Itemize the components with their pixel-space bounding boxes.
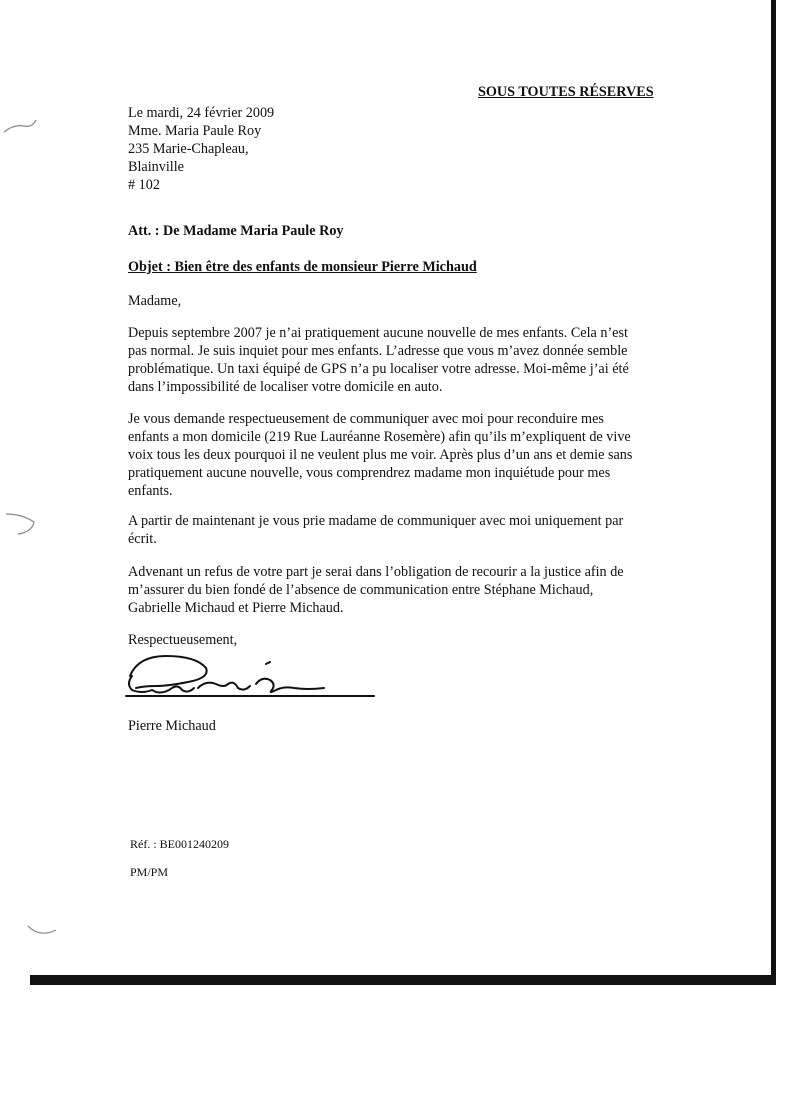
- letter-date: Le mardi, 24 février 2009: [128, 105, 275, 121]
- subject-line: Objet : Bien être des enfants de monsieur Pierre Michaud: [128, 259, 477, 275]
- scan-edge-bottom: [30, 975, 776, 985]
- body-paragraph: [128, 410, 648, 500]
- attention-line: Att. : De Madame Maria Paule Roy: [128, 223, 344, 239]
- paragraph-line: Gabrielle Michaud et Pierre Michaud.: [128, 600, 344, 616]
- recipient-city: Blainville: [128, 159, 184, 175]
- paragraph-line: écrit.: [128, 531, 157, 547]
- recipient-unit: # 102: [128, 177, 160, 193]
- paragraph-line: voix tous les deux pourquoi il ne veulent plus me voir. Après plus d’un ans et demie sans: [128, 447, 633, 463]
- recipient-street: 235 Marie-Chapleau,: [128, 141, 249, 157]
- paragraph-line: Je vous demande respectueusement de communiquer avec moi pour reconduire mes: [128, 411, 604, 427]
- paragraph-line: problématique. Un taxi équipé de GPS n’a pu localiser votre adresse. Moi-même j’ai été: [128, 361, 629, 377]
- handwritten-signature: [118, 650, 388, 705]
- paragraph-line: enfants.: [128, 483, 173, 499]
- reserve-heading: SOUS TOUTES RÉSERVES: [478, 84, 654, 100]
- recipient-name: Mme. Maria Paule Roy: [128, 123, 262, 139]
- body-paragraph: [128, 324, 648, 396]
- paragraph-line: m’assurer du bien fondé de l’absence de communication entre Stéphane Michaud,: [128, 582, 594, 598]
- paragraph-line: Depuis septembre 2007 je n’ai pratiquement aucune nouvelle de mes enfants. Cela n’est: [128, 325, 628, 341]
- reference-number: Réf. : BE001240209: [130, 837, 229, 851]
- signer-name: Pierre Michaud: [128, 718, 216, 734]
- paragraph-line: pas normal. Je suis inquiet pour mes enfants. L’adresse que vous m’avez donnée semble: [128, 343, 628, 359]
- paragraph-line: A partir de maintenant je vous prie madame de communiquer avec moi uniquement par: [128, 513, 624, 529]
- paragraph-line: dans l’impossibilité de localiser votre domicile en auto.: [128, 379, 443, 395]
- punch-hole-mark: [0, 508, 45, 538]
- punch-hole-mark: [0, 918, 60, 948]
- punch-hole-mark: [0, 112, 45, 142]
- salutation: Madame,: [128, 293, 182, 309]
- paragraph-line: pratiquement aucune nouvelle, vous comprendrez madame mon inquiétude pour mes: [128, 465, 611, 481]
- closing: Respectueusement,: [128, 632, 238, 648]
- paragraph-line: Advenant un refus de votre part je serai dans l’obligation de recourir a la justice afin de: [128, 564, 624, 580]
- body-paragraph: [128, 512, 648, 548]
- initials: PM/PM: [130, 865, 169, 879]
- scan-edge-right: [771, 0, 776, 985]
- body-paragraph: [128, 563, 648, 617]
- paragraph-line: enfants a mon domicile (219 Rue Lauréanne Rosemère) afin qu’ils m’expliquent de vive: [128, 429, 631, 445]
